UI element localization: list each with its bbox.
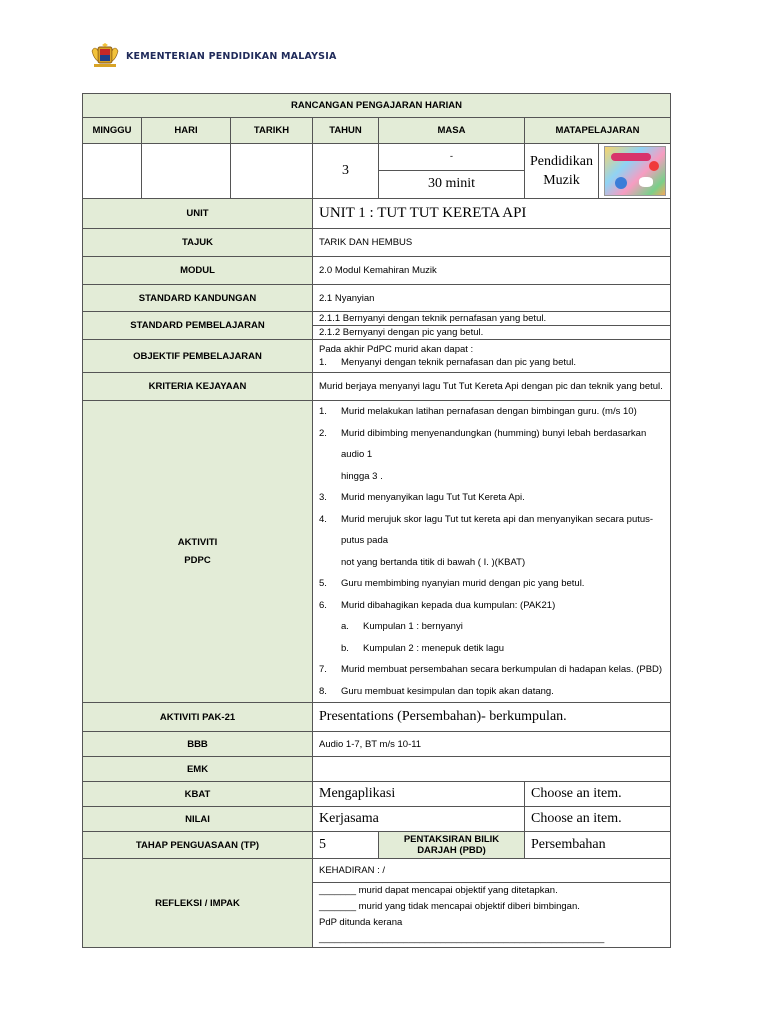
coat-of-arms-icon xyxy=(90,43,120,69)
aktiviti-item xyxy=(319,552,664,574)
aktiviti-item xyxy=(319,573,664,595)
refleksi-line1: _______ murid dapat mencapai objektif yang ditetapkan. xyxy=(319,885,558,896)
aktiviti-item-number: 2. xyxy=(319,427,327,439)
aktiviti-item-text: Guru membimbing nyanyian murid dengan pic yang betul. xyxy=(341,578,585,589)
kbat-choice-dropdown[interactable]: Choose an item. xyxy=(525,782,671,807)
col-minggu: MINGGU xyxy=(83,118,142,144)
unit-value[interactable]: UNIT 1 : TUT TUT KERETA API xyxy=(313,199,671,229)
textbook-cover xyxy=(599,144,671,199)
nilai-label: NILAI xyxy=(83,807,313,832)
pbd-label: PENTAKSIRAN BILIK DARJAH (PBD) xyxy=(379,832,525,859)
aktiviti-item-text: Murid melakukan latihan pernafasan dengan bimbingan guru. (m/s 10) xyxy=(341,406,637,417)
refleksi-line3: PdP ditunda kerana ______________________________________________________ xyxy=(319,917,605,944)
aktiviti-item-text: Guru membuat kesimpulan dan topik akan datang. xyxy=(341,685,554,697)
kehadiran-value[interactable]: KEHADIRAN : / xyxy=(313,859,671,883)
aktiviti-item-text: not yang bertanda titik di bawah ( I. )(KBAT) xyxy=(341,556,526,568)
aktiviti-item-number: 1. xyxy=(319,406,327,417)
standard-kandungan-label: STANDARD KANDUNGAN xyxy=(83,285,313,312)
aktiviti-label-line1: AKTIVITI xyxy=(177,536,218,548)
kriteria-label: KRITERIA KEJAYAAN xyxy=(83,373,313,401)
tajuk-label: TAJUK xyxy=(83,229,313,257)
aktiviti-item xyxy=(319,616,664,638)
col-masa: MASA xyxy=(379,118,525,144)
standard-pembelajaran-label: STANDARD PEMBELAJARAN xyxy=(83,312,313,340)
unit-label: UNIT xyxy=(83,199,313,229)
objektif-number: 1. xyxy=(319,357,327,368)
tp-value[interactable]: 5 xyxy=(313,832,379,859)
aktiviti-label xyxy=(83,401,313,703)
objektif-intro: Pada akhir PdPC murid akan dapat : xyxy=(319,344,474,355)
lesson-plan-table xyxy=(82,93,671,948)
aktiviti-item-number xyxy=(319,466,341,488)
aktiviti-item-number xyxy=(319,552,341,574)
standard-pembelajaran-line1[interactable]: 2.1.1 Bernyanyi dengan teknik pernafasan yang betul. xyxy=(313,312,671,326)
aktiviti-item xyxy=(319,681,664,703)
aktiviti-content[interactable] xyxy=(313,401,671,703)
aktiviti-item-number: a. xyxy=(341,621,349,632)
kriteria-value[interactable]: Murid berjaya menyanyi lagu Tut Tut Kereta Api dengan pic dan teknik yang betul. xyxy=(313,373,671,401)
tp-label: TAHAP PENGUASAAN (TP) xyxy=(83,832,313,859)
hari-value[interactable] xyxy=(142,144,231,199)
pak21-label: AKTIVITI PAK-21 xyxy=(83,703,313,732)
aktiviti-item-text: hingga 3 . xyxy=(341,470,383,482)
objektif-text: Menyanyi dengan teknik pernafasan dan pic yang betul. xyxy=(341,357,577,368)
aktiviti-item-text: Kumpulan 1 : bernyanyi xyxy=(363,621,463,632)
emk-value[interactable] xyxy=(313,757,671,782)
aktiviti-item xyxy=(319,659,664,681)
standard-kandungan-value[interactable]: 2.1 Nyanyian xyxy=(313,285,671,312)
aktiviti-item xyxy=(319,638,664,660)
aktiviti-item-number: 6. xyxy=(319,599,327,611)
bbb-label: BBB xyxy=(83,732,313,757)
aktiviti-item-number: b. xyxy=(341,642,349,654)
modul-value[interactable]: 2.0 Modul Kemahiran Muzik xyxy=(313,257,671,285)
nilai-choice-dropdown[interactable]: Choose an item. xyxy=(525,807,671,832)
aktiviti-list xyxy=(319,401,664,702)
kbat-label: KBAT xyxy=(83,782,313,807)
tahun-value[interactable]: 3 xyxy=(313,144,379,199)
aktiviti-item-text: Murid dibimbing menyenandungkan (humming) bunyi lebah berdasarkan audio 1 xyxy=(341,427,647,460)
aktiviti-item xyxy=(319,401,664,423)
minggu-value[interactable] xyxy=(83,144,142,199)
tarikh-value[interactable] xyxy=(231,144,313,199)
masa-top-value[interactable]: - xyxy=(379,144,525,171)
aktiviti-item xyxy=(319,487,664,509)
ministry-name: KEMENTERIAN PENDIDIKAN MALAYSIA xyxy=(126,50,337,62)
aktiviti-item xyxy=(319,466,664,488)
modul-label: MODUL xyxy=(83,257,313,285)
aktiviti-item xyxy=(319,595,664,617)
aktiviti-item-number: 4. xyxy=(319,513,327,525)
col-matapelajaran: MATAPELAJARAN xyxy=(525,118,671,144)
col-tarikh: TARIKH xyxy=(231,118,313,144)
refleksi-line2: _______ murid yang tidak mencapai objektif diberi bimbingan. xyxy=(319,901,580,912)
col-hari: HARI xyxy=(142,118,231,144)
refleksi-label: REFLEKSI / IMPAK xyxy=(83,859,313,948)
col-tahun: TAHUN xyxy=(313,118,379,144)
standard-pembelajaran-line2[interactable]: 2.1.2 Bernyanyi dengan pic yang betul. xyxy=(313,326,671,340)
aktiviti-item xyxy=(319,509,664,552)
aktiviti-item-number: 5. xyxy=(319,578,327,589)
refleksi-content[interactable] xyxy=(313,883,671,948)
subject-value[interactable]: Pendidikan Muzik xyxy=(525,144,599,199)
aktiviti-item-number: 7. xyxy=(319,664,327,675)
aktiviti-item-number: 8. xyxy=(319,685,327,697)
aktiviti-item-number: 3. xyxy=(319,492,327,503)
objektif-label: OBJEKTIF PEMBELAJARAN xyxy=(83,340,313,373)
table-title: RANCANGAN PENGAJARAN HARIAN xyxy=(83,94,671,118)
aktiviti-item-text: Murid menyanyikan lagu Tut Tut Kereta Api. xyxy=(341,492,525,503)
kbat-value[interactable]: Mengaplikasi xyxy=(313,782,525,807)
emk-label: EMK xyxy=(83,757,313,782)
pbd-value[interactable]: Persembahan xyxy=(525,832,671,859)
nilai-value[interactable]: Kerjasama xyxy=(313,807,525,832)
tajuk-value[interactable]: TARIK DAN HEMBUS xyxy=(313,229,671,257)
page-header xyxy=(90,42,337,70)
aktiviti-item-text: Murid merujuk skor lagu Tut tut kereta api dan menyanyikan secara putus-putus pada xyxy=(341,513,654,546)
bbb-value[interactable]: Audio 1-7, BT m/s 10-11 xyxy=(313,732,671,757)
aktiviti-item-text: Murid dibahagikan kepada dua kumpulan: (PAK21) xyxy=(341,599,556,611)
aktiviti-label-line2: PDPC xyxy=(184,554,211,566)
masa-duration-value[interactable]: 30 minit xyxy=(379,170,525,198)
objektif-value[interactable] xyxy=(313,340,671,373)
aktiviti-item xyxy=(319,423,664,466)
aktiviti-item-text: Murid membuat persembahan secara berkumpulan di hadapan kelas. (PBD) xyxy=(341,664,663,675)
pak21-value[interactable]: Presentations (Persembahan)- berkumpulan. xyxy=(313,703,671,732)
textbook-image xyxy=(604,146,666,196)
aktiviti-item-text: Kumpulan 2 : menepuk detik lagu xyxy=(363,642,505,654)
